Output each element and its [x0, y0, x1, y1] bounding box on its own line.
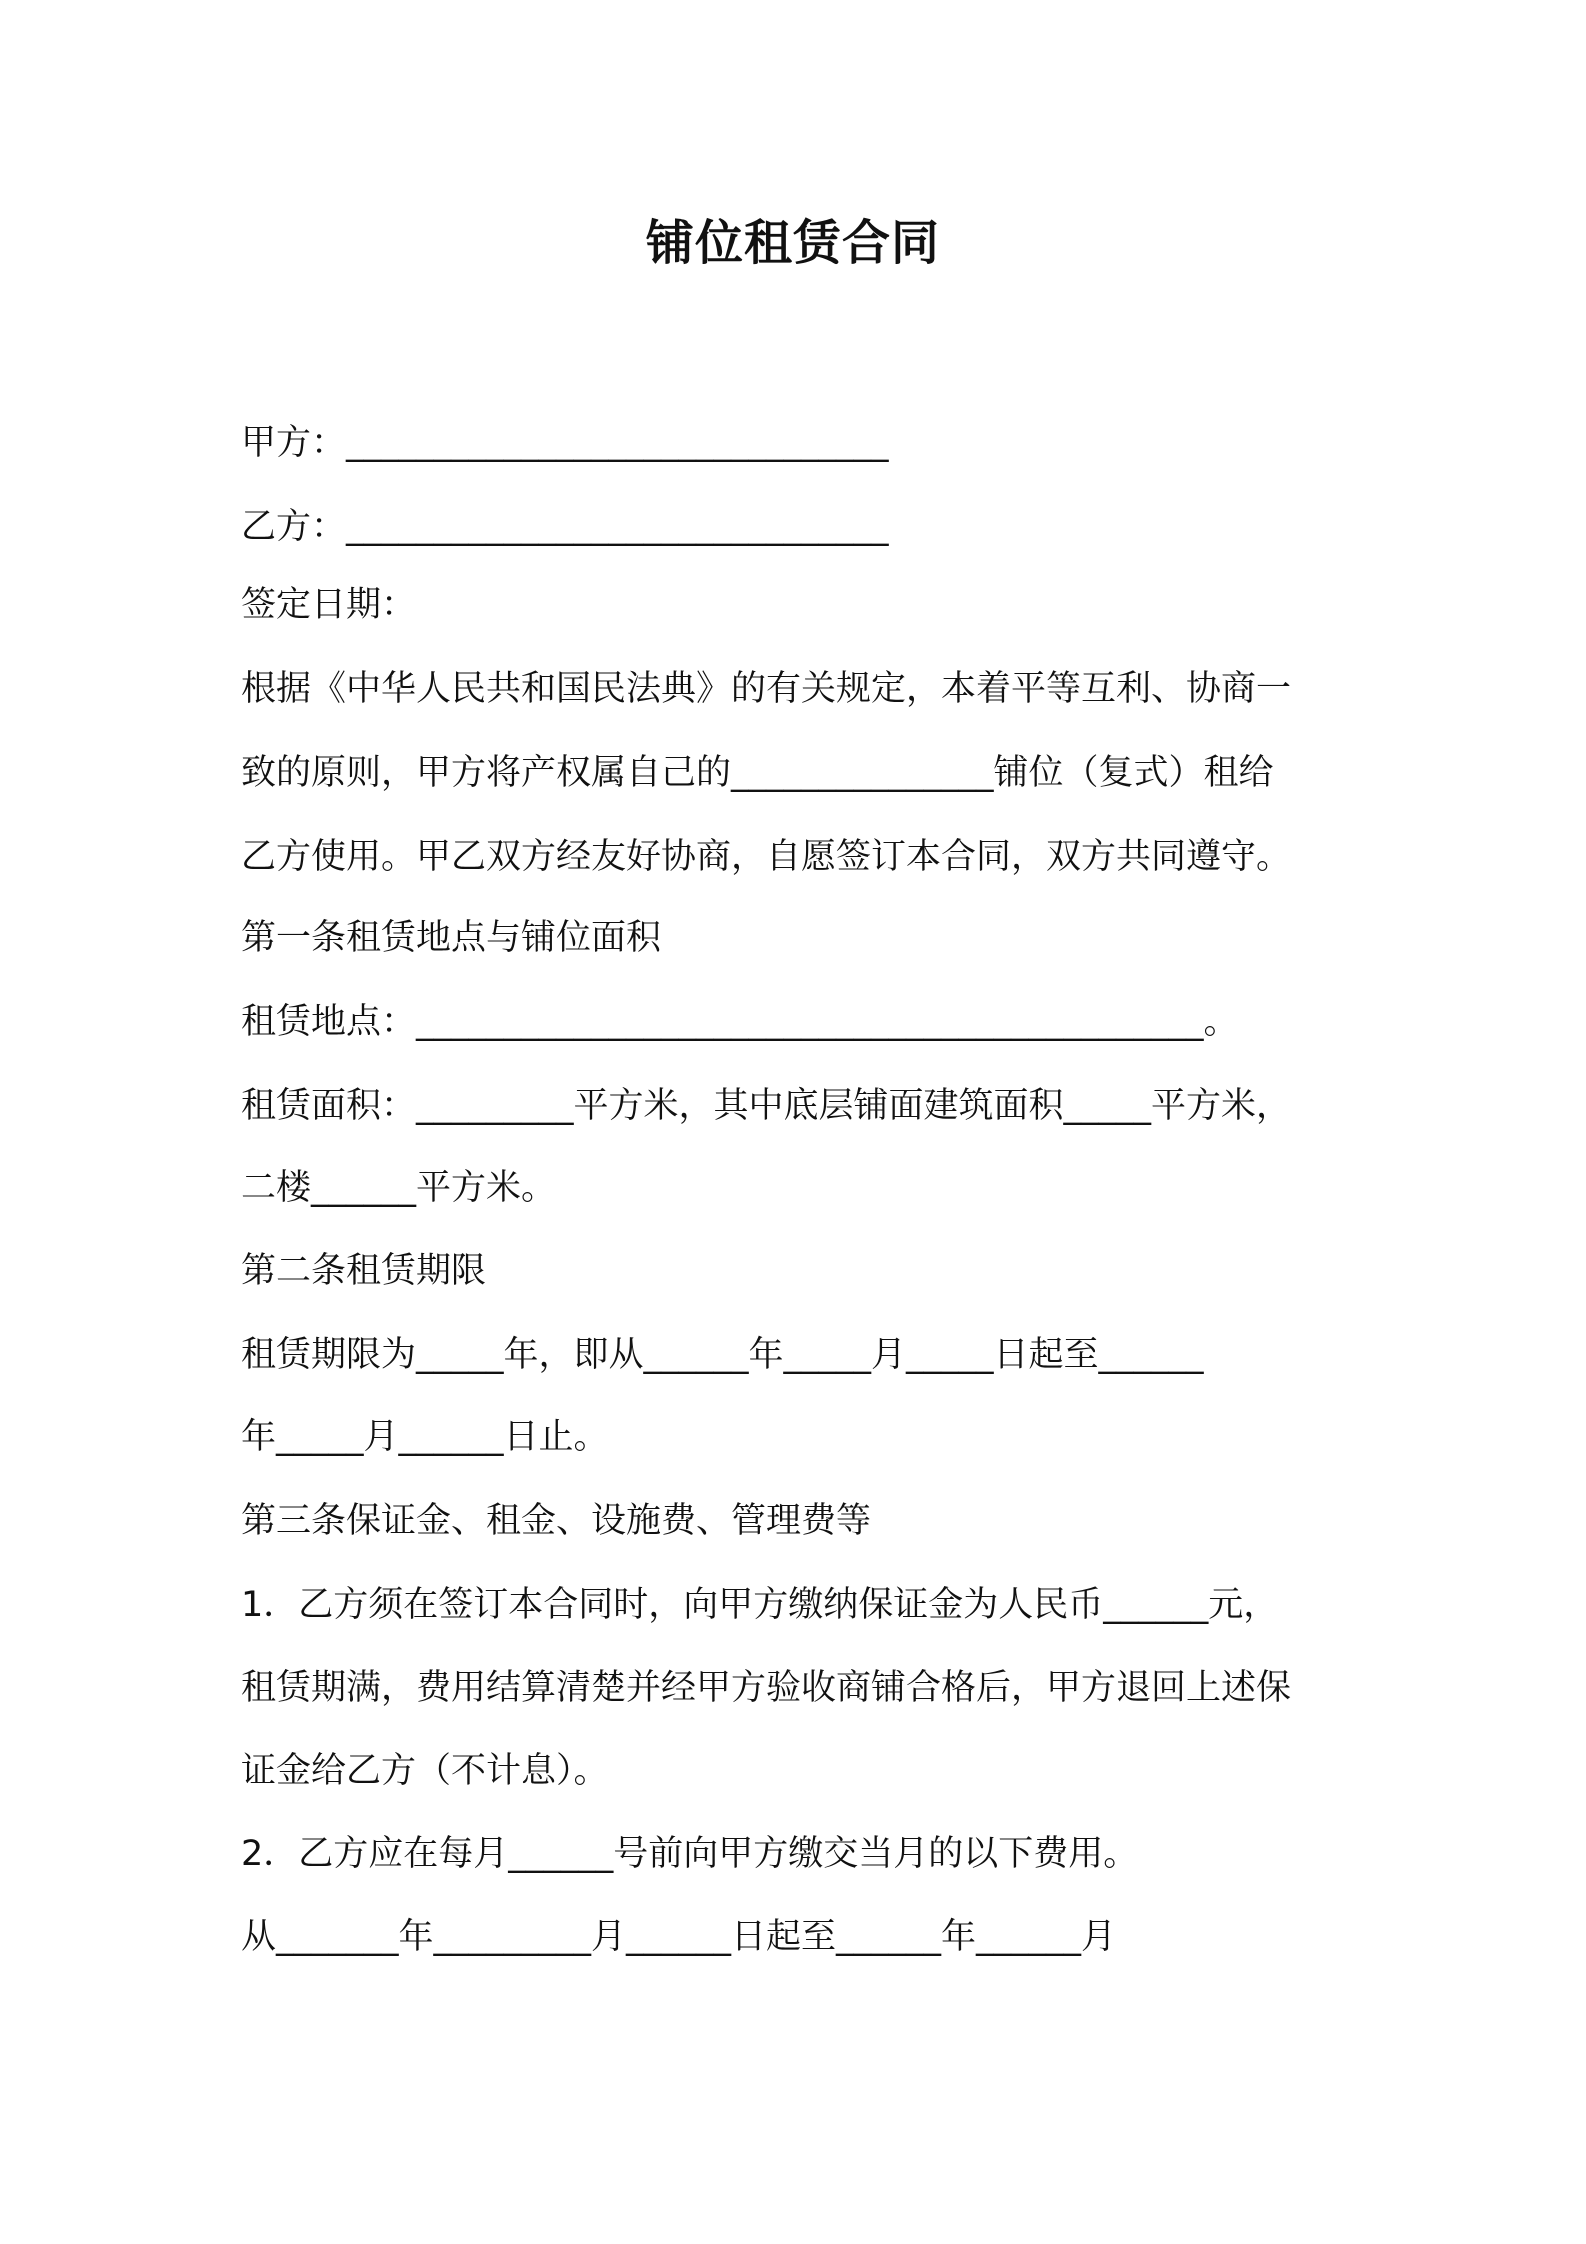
deposit-line-2: 租赁期满，费用结算清楚并经甲方验收商铺合格后，甲方退回上述保: [241, 1668, 1292, 1708]
party-b-line: 乙方：_______________________________: [241, 507, 889, 547]
article-2-heading: 第二条租赁期限: [241, 1251, 487, 1291]
lease-area-line-1: 租赁面积：_________平方米，其中底层铺面建筑面积_____平方米，: [241, 1086, 1292, 1126]
lease-area-line-2: 二楼______平方米。: [241, 1168, 557, 1208]
lease-term-line-1: 租赁期限为_____年，即从______年_____月_____日起至______: [241, 1335, 1204, 1375]
lease-location-line: 租赁地点：_____________________________________________。: [241, 1002, 1239, 1042]
preamble-line-2: 致的原则，甲方将产权属自己的_______________铺位（复式）租给: [241, 753, 1274, 793]
article-3-heading: 第三条保证金、租金、设施费、管理费等: [241, 1501, 872, 1541]
article-1-heading: 第一条租赁地点与铺位面积: [241, 918, 662, 958]
preamble-line-3: 乙方使用。甲乙双方经友好协商，自愿签订本合同，双方共同遵守。: [241, 837, 1292, 877]
preamble-line-1: 根据《中华人民共和国民法典》的有关规定，本着平等互利、协商一: [241, 669, 1292, 709]
party-a-line: 甲方：_______________________________: [241, 423, 889, 463]
deposit-line-3: 证金给乙方（不计息）。: [241, 1751, 609, 1791]
fees-line: 2．乙方应在每月______号前向甲方缴交当月的以下费用。: [241, 1834, 1139, 1874]
lease-term-line-2: 年_____月______日止。: [241, 1417, 609, 1457]
document-title: 铺位租赁合同: [645, 215, 940, 271]
deposit-line-1: 1．乙方须在签订本合同时，向甲方缴纳保证金为人民币______元，: [241, 1585, 1279, 1625]
signing-date-line: 签定日期：: [241, 585, 417, 625]
fees-period-line: 从_______年_________月______日起至______年______月: [241, 1917, 1117, 1957]
